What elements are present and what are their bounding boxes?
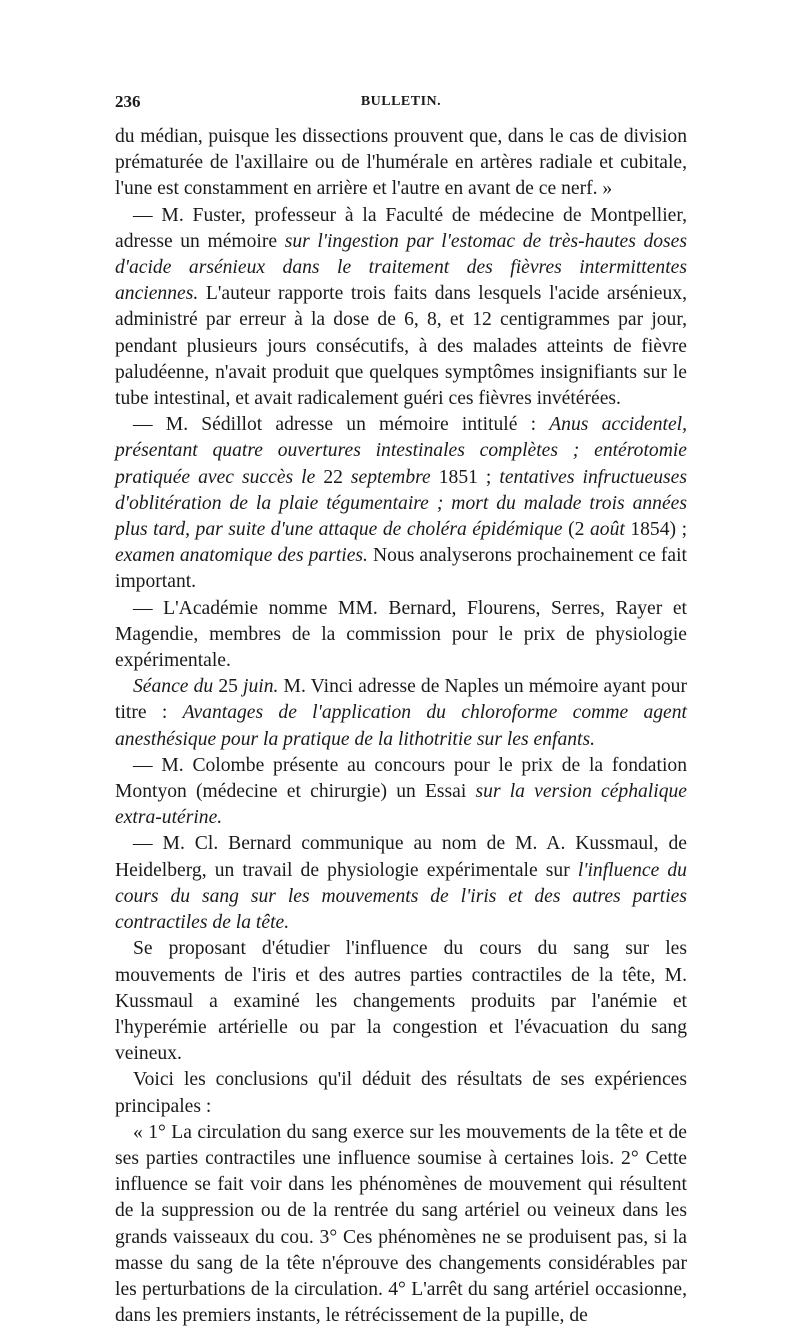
- text-run: Nous analyserons prochainement ce fait important.: [115, 545, 687, 593]
- italic-text: Avantages de l'application du chloroforme comme agent anesthésique pour la pratique de la lithotritie sur les enfants.: [115, 702, 687, 750]
- text-run: 25: [213, 676, 244, 698]
- italic-text: sur la version céphalique extra-utérine.: [115, 781, 687, 829]
- text-run: — L'Académie nomme MM. Bernard, Flourens, Serres, Rayer et Magendie, membres de la commission pour le prix de physiologie expérimentale.: [115, 597, 687, 672]
- paragraph: [115, 753, 687, 832]
- italic-text: juin.: [243, 676, 279, 698]
- italic-text: Anus accidentel, présentant quatre ouvertures intestinales complètes ; entérotomie pratiquée avec succès le: [115, 414, 687, 488]
- paragraph: [115, 203, 687, 413]
- italic-text: septembre: [342, 466, 439, 488]
- paragraph: [115, 596, 687, 675]
- text-run: — M. Fuster, professeur à la Faculté de médecine de Montpellier, adresse un mémoire: [115, 204, 687, 252]
- text-run: Se proposant d'étudier l'influence du cours du sang sur les mouvements de l'iris et des autres parties contractiles de la tête, M. Kussmaul a examiné les changements produits par l'anémie et l'hyperémie artérielle ou par la congestion et l'évacuation du sang veineux.: [115, 938, 687, 1065]
- text-run: « 1° La circulation du sang exerce sur les mouvements de la tête et de ses parties contractiles une influence soumise à certaines lois. 2° Cette influence se fait voir dans les phénomènes de mouvement qui résultent de la suppression ou de la rentrée du sang artériel ou veineux dans les grands vaisseaux du cou. 3° Ces phénomènes ne se produisent pas, si la masse du sang de la tête n'éprouve des changements considérables par les perturbations de la circulation. 4° L'arrêt du sang artériel occasionne, dans les premiers instants, le rétrécissement de la pupille, de: [115, 1121, 687, 1327]
- paragraph: [115, 674, 687, 753]
- text-run: du médian, puisque les dissections prouvent que, dans le cas de division prématurée de l'axillaire ou de l'humérale en artères radiale et cubitale, l'une est constamment en arrière et l'autre en avant de ce nerf. »: [115, 126, 687, 200]
- text-run: — M. Sédillot adresse un mémoire intitulé :: [133, 414, 550, 436]
- text-run: 1854) ;: [624, 519, 688, 541]
- text-run: Voici les conclusions qu'il déduit des résultats de ses expériences principales :: [115, 1069, 687, 1117]
- text-run: ;: [477, 466, 500, 488]
- body-text: [115, 124, 687, 1329]
- paragraph: [115, 831, 687, 936]
- page-number: 236: [115, 92, 141, 111]
- text-run: 22: [323, 466, 343, 488]
- italic-text: août: [589, 519, 625, 541]
- running-head: [115, 92, 687, 124]
- text-run: — M. Colombe présente au concours pour le prix de la fondation Montyon (médecine et chirurgie) un Essai: [115, 754, 687, 803]
- paragraph: [115, 124, 687, 203]
- book-page: [115, 92, 687, 1329]
- paragraph: [115, 412, 687, 595]
- text-run: L'auteur rapporte trois faits dans lesquels l'acide arsénieux, administré par erreur à la dose de 6, 8, et 12 centigrammes par jour, pendant plusieurs jours consécutifs, à des malades atteints de fièvre paludéenne, n'avait produit que quelques symptômes insignifiants sur le tube intestinal, et avait radicalement guéri ces fièvres invétérées.: [115, 283, 687, 410]
- italic-text: l'influence du cours du sang sur les mouvements de l'iris et des autres parties contractiles de la tête.: [115, 859, 687, 934]
- italic-text: examen anatomique des parties.: [115, 545, 368, 567]
- text-run: — M. Cl. Bernard communique au nom de M. A. Kussmaul, de Heidelberg, un travail de physiologie expérimentale sur: [115, 833, 687, 881]
- text-run: (2: [562, 519, 590, 541]
- text-run: M. Vinci adresse de Naples un mémoire ayant pour titre :: [115, 676, 687, 724]
- text-run: 1851: [438, 466, 478, 488]
- paragraph: [115, 936, 687, 1067]
- running-title: BULLETIN.: [360, 94, 442, 109]
- paragraph: [115, 1120, 687, 1329]
- italic-text: Séance du: [133, 676, 214, 698]
- italic-text: tentatives infructueuses d'oblitération de la plaie tégumentaire ; mort du malade trois années plus tard, par suite d'une attaque de choléra épidémique: [115, 466, 687, 541]
- paragraph: [115, 1067, 687, 1119]
- italic-text: sur l'ingestion par l'estomac de très-hautes doses d'acide arsénieux dans le traitement des fièvres intermittentes anciennes.: [115, 230, 687, 305]
